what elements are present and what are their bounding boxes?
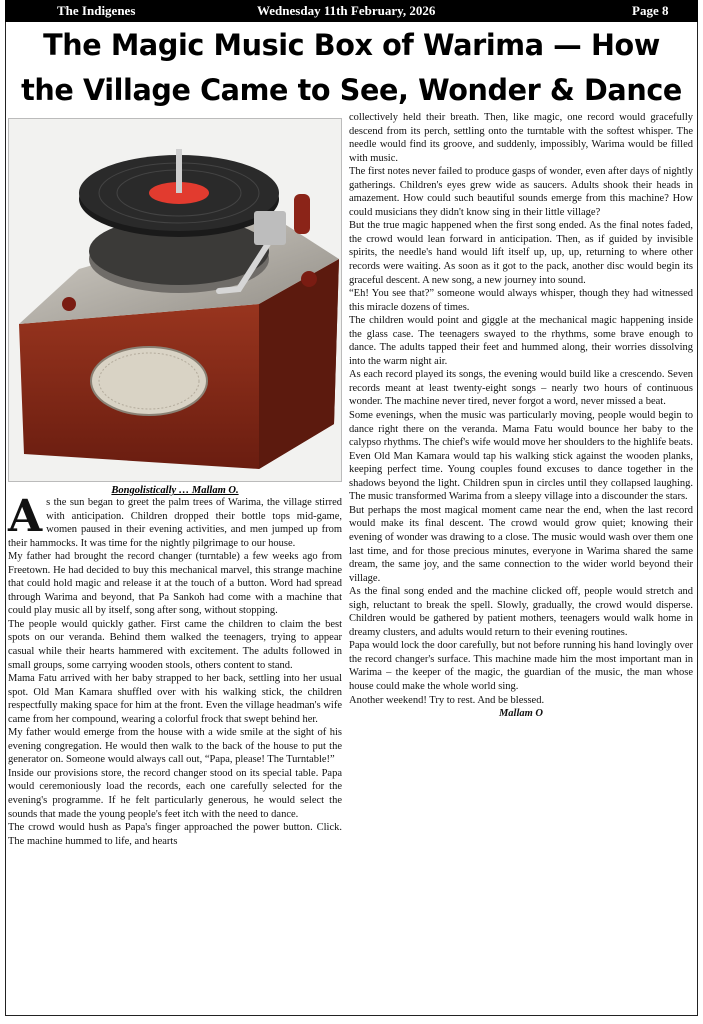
paper-name: The Indigenes — [57, 3, 136, 18]
article-headline — [15, 23, 687, 113]
headline-line-2: the Village Came to See, Wonder & Dance — [21, 73, 682, 107]
paragraph-12: The children would point and giggle at the mechanical magic happening inside the glass case. The teenagers swayed to the rhythms, some brave enough to dance. The adults tapped their feet and hummed along, their worries dissolving into the warm night air. — [349, 315, 693, 367]
paragraph-6: Inside our provisions store, the record changer stood on its special table. Papa would ceremoniously load the records, each one carefully selected for the evening's programme. If he felt particularly generous, he would select the sounds that made the young people's feet itch with the need to dance. — [8, 767, 342, 820]
paragraph-15: But perhaps the most magical moment came near the end, when the last record would make its final descent. The crowd would grow quiet; knowing their evening of wonder was drawing to a close. The music would wash over them one last time, and for those precious minutes, everyone in Warima shared the same dream, the same joy, and the same connection to the wider world beyond their village. — [349, 504, 693, 584]
paragraph-17: Papa would lock the door carefully, but not before running his hand lovingly over the record changer's surface. This machine made him the most important man in Warima – the keeper of the magic, the guardian of the music, the man whose house could make the whole world sing. — [349, 640, 693, 692]
masthead-bar — [5, 0, 698, 22]
article-column-2 — [349, 111, 693, 721]
paragraph-1-text: s the sun began to greet the palm trees of Warima, the village stirred with anticipation. Children dropped their bottle tops mid-game, women paused in their evening activities, and men jumped up from their hammocks. It was time for the nightly pilgrimage to our house. — [8, 497, 342, 549]
article-column-1 — [8, 491, 342, 848]
photo-caption: Bongolistically … Mallam O. — [111, 485, 239, 496]
paragraph-1 — [8, 491, 342, 550]
paragraph-2: My father had brought the record changer (turntable) a few weeks ago from Freetown. He had decided to buy this mechanical marvel, this strange machine that could hold magic and release it at the touch of a button. Word had spread through Warima and beyond, that Pa Sankoh had come with a machine that could play music all by itself, song after song, without stopping. — [8, 551, 342, 617]
drop-cap: A — [8, 491, 43, 542]
paragraph-9: The first notes never failed to produce gasps of wonder, even after days of nightly gatherings. Children's eyes grew wide as saucers. Adults shook their heads in amazement. How could such beautiful sounds emerge from this machine? How could musicians they didn't know sing in their little village? — [349, 166, 693, 218]
paragraph-7: The crowd would hush as Papa's finger approached the power button. Click. The machine hummed to life, and hearts — [8, 822, 342, 847]
record-changer-illustration — [9, 119, 341, 481]
paragraph-3: The people would quickly gather. First came the children to claim the best spots on our veranda. Behind them walked the teenagers, trying to appear casual while their hearts hammered with excitement. The adults followed in small groups, some carrying wooden stools, others content to stand. — [8, 618, 342, 671]
paragraph-16: As the final song ended and the machine clicked off, people would stretch and sigh, reluctant to break the spell. Slowly, gradually, the crowd would disperse. Children would be gathered by patient mothers, teenagers would walk home in dreamy clusters, and adults would return to their evening routines. — [349, 586, 693, 638]
page-number: Page 8 — [632, 3, 669, 18]
paragraph-13: As each record played its songs, the evening would build like a crescendo. Seven records meant at least twenty-eight songs – nearly two hours of continuous wonder. The machine never tired, never forgot a word, never missed a beat. — [349, 369, 693, 408]
headline-line-1: The Magic Music Box of Warima — How — [43, 28, 660, 62]
author-signature: Mallam O — [498, 708, 544, 720]
paragraph-10: But the true magic happened when the first song ended. As the final notes faded, the crowd would lean forward in anticipation. Then, as if guided by invisible spirits, the needle's hand would lift itself up, up, up, returning to where other records were waiting. As soon as it got to the pack, another disc would begin its graceful descent. A new song, a new journey into sound. — [349, 220, 693, 286]
paragraph-4: Mama Fatu arrived with her baby strapped to her back, settling into her usual spot. Old Man Kamara shuffled over with his walking stick, the children respectfully making space for him at the front. Even the village headman's wife came from her compound, wearing a colorful frock that swept behind her. — [8, 673, 342, 725]
issue-date: Wednesday 11th February, 2026 — [257, 3, 436, 18]
paragraph-8: collectively held their breath. Then, like magic, one record would gracefully descend from its perch, settling onto the turntable with the softest whisper. The needle would find its groove, and suddenly, impossibly, Warima would be filled with music. — [349, 112, 693, 164]
paragraph-14: Some evenings, when the music was particularly moving, people would begin to dance right there on the veranda. Mama Fatu would bounce her baby to the calypso rhythms. The chief's wife would move her shoulders to the highlife beats. Even Old Man Kamara would tap his walking stick against the wooden planks, keeping perfect time. Young couples found excuses to dance together in the shadows beyond the light. Children spun in circles until they collapsed laughing. The music transformed Warima from a sleepy village into a discounder the stars. — [349, 410, 693, 503]
closing-line: Another weekend! Try to rest. And be blessed. — [349, 694, 545, 706]
paragraph-5: My father would emerge from the house with a wide smile at the sight of his evening congregation. He would then walk to the back of the house to put the generator on. Someone would always call out, “Papa, please! The Turntable!” — [8, 727, 342, 766]
paragraph-11: “Eh! You see that?” someone would always whisper, though they had witnessed this miracle dozens of times. — [349, 288, 693, 313]
record-player-photo — [8, 118, 342, 482]
